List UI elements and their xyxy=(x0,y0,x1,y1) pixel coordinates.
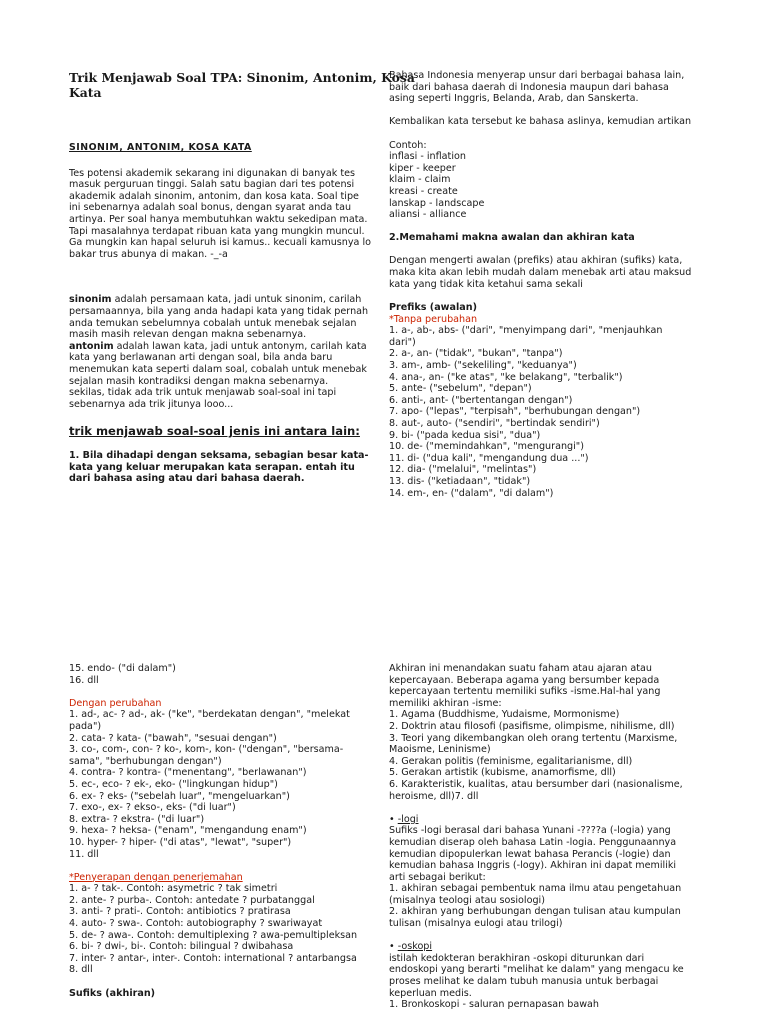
text-line: kata yang keluar merupakan kata serapan. entah itu xyxy=(69,461,355,473)
contoh-list xyxy=(389,151,761,221)
text-line: Sufiks -logi berasal dari bahasa Yunani -????a (-logia) yang xyxy=(389,825,671,837)
text-line: Tes potensi akademik sekarang ini digunakan di banyak tes xyxy=(69,167,355,179)
list-item: 6. anti-, ant- ("bertentangan dengan") xyxy=(389,394,573,406)
list-item: klaim - claim xyxy=(389,174,451,186)
section-heading: SINONIM, ANTONIM, KOSA KATA xyxy=(69,142,252,153)
list-item: dari") xyxy=(389,336,416,348)
list-item: aliansi - alliance xyxy=(389,209,467,221)
list-item: 3. am-, amb- ("sekeliling", "keduanya") xyxy=(389,360,577,372)
list-item: 10. hyper- ? hiper- ("di atas", "lewat", "super") xyxy=(69,836,292,848)
list-item: 5. ec-, eco- ? ek-, eko- ("lingkungan hidup") xyxy=(69,778,278,790)
text-line: 1. Bronkoskopi - saluran pernapasan bawah xyxy=(389,999,600,1011)
text-line: adalah lawan kata, jadi untuk antonym, carilah kata xyxy=(113,340,367,352)
sinonim-term: sinonim xyxy=(69,294,112,306)
list-item: 10. de- ("memindahkan", "mengurangi") xyxy=(389,441,584,453)
list-item: 13. dis- ("ketiadaan", "tidak") xyxy=(389,476,531,487)
text-line: anda temukan sebelumnya cobalah untuk menebak sejalan xyxy=(69,317,357,329)
list-item: 8. extra- ? ekstra- ("di luar") xyxy=(69,813,205,825)
text-line: kepercayaan tertentu memiliki sufiks -isme.Hal-hal yang xyxy=(389,686,661,698)
list-item: 3. anti- ? prati-. Contoh: antibiotics ? pratirasa xyxy=(69,906,291,918)
isme-paragraph xyxy=(389,663,761,802)
list-item: 1. a-, ab-, abs- ("dari", "menyimpang dari", "menjauhkan xyxy=(389,325,663,337)
list-item: 9. bi- ("pada kedua sisi", "dua") xyxy=(389,429,541,441)
text-line: masih masih relevan dengan makna sebenarnya. xyxy=(69,329,307,341)
text-line: Tapi masalahnya terdapat ribuan kata yang mungkin muncul. xyxy=(69,225,365,237)
text-line: arti sebagai berikut: xyxy=(389,871,486,883)
bottom-left-column xyxy=(69,663,381,1000)
text-line: proses melihat ke dalam tubuh manusia untuk berbagai xyxy=(389,976,659,988)
penyerapan-list xyxy=(69,883,381,976)
list-item: 8. dll xyxy=(69,964,93,976)
list-item: 2. a-, an- ("tidak", "bukan", "tanpa") xyxy=(389,348,563,360)
text-line: memiliki akhiran -isme: xyxy=(389,697,502,709)
list-item: 3. co-, com-, con- ? ko-, kom-, kon- ("dengan", "bersama- xyxy=(69,744,344,756)
list-item: 8. aut-, auto- ("sendiri", "bertindak sendiri") xyxy=(389,418,600,430)
text-line: endoskopi yang berarti "melihat ke dalam" yang mengacu ke xyxy=(389,964,684,976)
document-title xyxy=(69,70,415,100)
text-line: tulisan (misalnya eulogi atau trilogi) xyxy=(389,918,563,930)
logi-heading xyxy=(389,814,761,826)
text-line: kata yang tidak kita ketahui sama sekali xyxy=(389,278,583,290)
text-line: Maoisme, Leninisme) xyxy=(389,744,491,756)
text-line: 1. akhiran sebagai pembentuk nama ilmu atau pengetahuan xyxy=(389,883,682,895)
list-item: 1. a- ? tak-. Contoh: asymetric ? tak simetri xyxy=(69,883,278,895)
point1-paragraph xyxy=(69,450,381,485)
list-item: lanskap - landscape xyxy=(389,197,485,209)
list-item: 4. contra- ? kontra- ("menentang", "berlawanan") xyxy=(69,767,307,779)
tanpa-perubahan-label: *Tanpa perubahan xyxy=(389,313,478,325)
text-line: bakar trus abunya di makan. -_-a xyxy=(69,248,228,260)
list-item: sama", "berhubungan dengan") xyxy=(69,755,222,767)
list-item: 7. exo-, ex- ? ekso-, eks- ("di luar") xyxy=(69,802,236,814)
text-line: baik dari bahasa daerah di Indonesia maupun dari bahasa xyxy=(389,81,669,93)
list-item: 2. cata- ? kata- ("bawah", "sesuai dengan") xyxy=(69,732,277,744)
bottom-right-column xyxy=(389,663,761,1011)
text-line: Bahasa Indonesia menyerap unsur dari berbagai bahasa lain, xyxy=(389,70,685,81)
text-line: kemudian bahasa Inggris (-logy). Akhiran ini dapat memiliki xyxy=(389,860,677,872)
list-item: 4. ana-, an- ("ke atas", "ke belakang", "terbalik") xyxy=(389,371,623,383)
text-line: Dengan mengerti awalan (prefiks) atau akhiran (sufiks) kata, xyxy=(389,255,683,267)
bullet-icon: • xyxy=(389,813,398,825)
text-line: kepercayaan. Beberapa agama yang bersumber kepada xyxy=(389,674,660,686)
text-line: 3. Teori yang dikembangkan oleh orang tertentu (Marxisme, xyxy=(389,732,678,744)
list-item: 6. bi- ? dwi-, bi-. Contoh: bilingual ? dwibahasa xyxy=(69,941,294,953)
prefiks-list xyxy=(389,325,761,499)
antonim-paragraph xyxy=(69,341,381,411)
list-item: 5. ante- ("sebelum", "depan") xyxy=(389,383,532,395)
oskopi-heading xyxy=(389,941,761,953)
text-line: kemudian diserap oleh bahasa Latin -logia. Penggunaannya xyxy=(389,836,677,848)
text-line: keperluan medis. xyxy=(389,987,472,999)
list-item: 11. dll xyxy=(69,848,99,860)
text-line: sebenarnya ada trik jitunya looo... xyxy=(69,398,234,410)
text-line: 6. Karakteristik, kualitas, atau bersumber dari (nasionalisme, xyxy=(389,778,683,790)
list-item: 16. dll xyxy=(69,674,99,686)
list-item: 11. di- ("dua kali", "mengandung dua ...") xyxy=(389,452,589,464)
text-line: (misalnya teologi atau sosiologi) xyxy=(389,894,545,906)
text-line: heroisme, dll)7. dll xyxy=(389,790,479,802)
text-line: 2. akhiran yang berhubungan dengan tulisan atau kumpulan xyxy=(389,906,681,918)
list-item: 9. hexa- ? heksa- ("enam", "mengandung enam") xyxy=(69,825,307,837)
list-item: 7. apo- ("lepas", "terpisah", "berhubungan dengan") xyxy=(389,406,641,418)
list-item: 2. ante- ? purba-. Contoh: antedate ? purbatanggal xyxy=(69,894,315,906)
trik-heading: trik menjawab soal-soal jenis ini antara lain: xyxy=(69,424,360,439)
point2-heading: 2.Memahami makna awalan dan akhiran kata xyxy=(389,231,635,243)
text-line: sekilas, tidak ada trik untuk menjawab soal-soal ini tapi xyxy=(69,387,337,399)
list-item: 1. ad-, ac- ? ad-, ak- ("ke", "berdekatan dengan", "melekat xyxy=(69,709,350,721)
text-line: 2. Doktrin atau filosofi (pasifisme, olimpisme, nihilisme, dll) xyxy=(389,720,675,732)
bullet-icon: • xyxy=(389,941,398,953)
kembalikan-text: Kembalikan kata tersebut ke bahasa aslinya, kemudian artikan xyxy=(389,116,692,128)
text-line: menemukan kata seperti dalam soal, cobalah untuk menebak xyxy=(69,363,367,375)
top-right-column xyxy=(389,70,761,499)
text-line: 5. Gerakan artistik (kubisme, anamorfisme, dll) xyxy=(389,767,616,779)
sinonim-paragraph xyxy=(69,294,381,340)
antonim-term: antonim xyxy=(69,340,114,352)
text-line: kemudian dipopulerkan lewat bahasa Perancis (-logie) dan xyxy=(389,848,671,860)
serapan-paragraph xyxy=(389,70,761,105)
list-item: 15. endo- ("di dalam") xyxy=(69,663,176,674)
list-item: 7. inter- ? antar-, inter-. Contoh: international ? antarbangsa xyxy=(69,952,357,964)
text-line: istilah kedokteran berakhiran -oskopi diturunkan dari xyxy=(389,952,645,964)
list-item: kreasi - create xyxy=(389,185,458,197)
penyerapan-label xyxy=(69,872,381,884)
dengan-perubahan-label: Dengan perubahan xyxy=(69,697,162,709)
dengan-perubahan-list xyxy=(69,709,381,860)
text-line: 1. Agama (Buddhisme, Yudaisme, Mormonisme) xyxy=(389,709,620,721)
list-item: 6. ex- ? eks- ("sebelah luar", "mengeluarkan") xyxy=(69,790,290,802)
text-line: dari bahasa asing atau dari bahasa daerah. xyxy=(69,473,305,485)
text-line: sejalan masih kontradiksi dengan makna sebenarnya. xyxy=(69,375,329,387)
list-item: 12. dia- ("melalui", "melintas") xyxy=(389,464,537,476)
text-line: 4. Gerakan politis (feminisme, egalitarianisme, dll) xyxy=(389,755,633,767)
contoh-label: Contoh: xyxy=(389,139,427,151)
text-line: akademik adalah sinonim, antonim, dan kosa kata. Soal tipe xyxy=(69,190,359,202)
text-line: Ga mungkin kan hapal seluruh isi kamus.. kecuali kamusnya lo xyxy=(69,237,372,249)
text-line: Akhiran ini menandakan suatu faham atau ajaran atau xyxy=(389,663,653,674)
text-line: artinya. Per soal hanya membutuhkan waktu sekedipan mata. xyxy=(69,213,368,225)
text-line: kata yang berlawanan arti dengan soal, bila anda baru xyxy=(69,352,333,364)
point2-paragraph xyxy=(389,255,761,290)
prefiks-heading: Prefiks (awalan) xyxy=(389,302,477,314)
penyerapan-label-text: *Penyerapan dengan penerjemahan xyxy=(69,871,243,883)
text-line: masuk perguruan tinggi. Salah satu bagian dari tes potensi xyxy=(69,179,355,191)
list-item: pada") xyxy=(69,720,102,732)
list-item: 5. de- ? awa-. Contoh: demultiplexing ? awa-pemultipleksan xyxy=(69,929,358,941)
list-item: 4. auto- ? swa-. Contoh: autobiography ? swariwayat xyxy=(69,918,323,930)
list-item: inflasi - inflation xyxy=(389,151,466,163)
text-line: 1. Bila dihadapi dengan seksama, sebagian besar kata- xyxy=(69,450,369,462)
oskopi-label: -oskopi xyxy=(397,941,433,953)
logi-label: -logi xyxy=(397,813,419,825)
text-line: persamaannya, bila yang anda hadapi kata yang tidak pernah xyxy=(69,305,369,317)
text-line: asing seperti Inggris, Belanda, Arab, dan Sanskerta. xyxy=(389,93,639,105)
oskopi-paragraph xyxy=(389,953,761,1011)
list-item: 14. em-, en- ("dalam", "di dalam") xyxy=(389,487,554,499)
logi-paragraph xyxy=(389,825,761,929)
intro-paragraph xyxy=(69,168,381,261)
title-line: Trik Menjawab Soal TPA: Sinonim, Antonim, Kosa xyxy=(69,70,415,85)
text-line: ini sebenarnya adalah soal bonus, dengan syarat anda tau xyxy=(69,202,352,214)
text-line: maka kita akan lebih mudah dalam menebak arti atau maksud xyxy=(389,266,692,278)
list-item: kiper - keeper xyxy=(389,162,456,174)
title-line: Kata xyxy=(69,85,102,100)
text-line: adalah persamaan kata, jadi untuk sinonim, carilah xyxy=(111,294,362,306)
sufiks-heading: Sufiks (akhiran) xyxy=(69,988,156,1000)
